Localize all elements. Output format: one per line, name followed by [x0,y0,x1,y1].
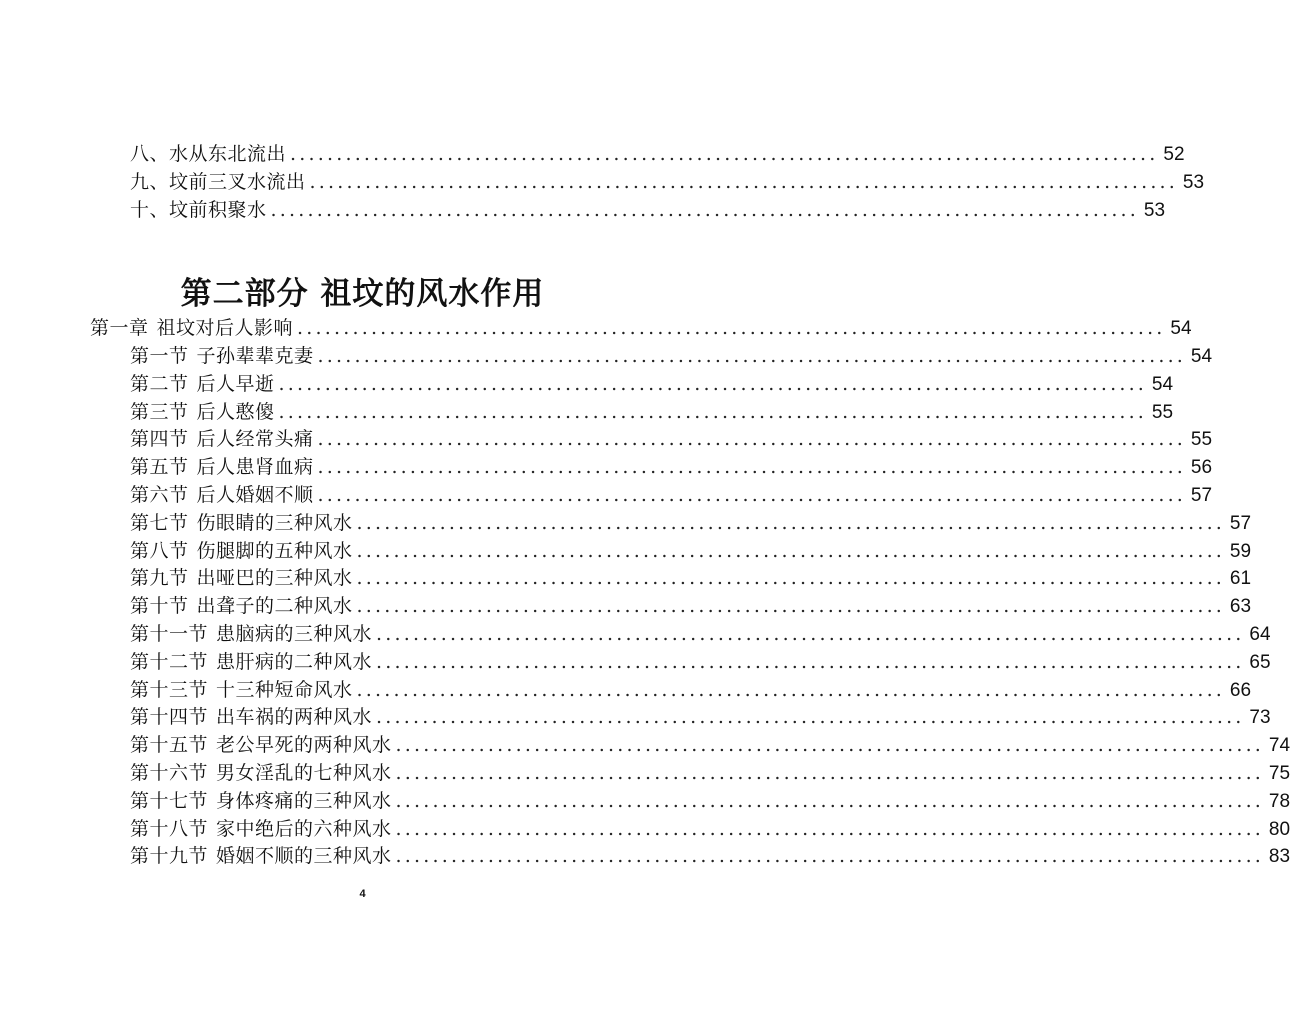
toc-section-title [130,453,314,481]
toc-chapter-entry[interactable] [90,314,1192,342]
toc-entry-page: 78 [1268,790,1290,812]
toc-section-entry[interactable] [130,342,1213,370]
toc-leader-dots: .............................................................................................. [376,706,1245,729]
section-title-text: 出车祸的两种风水 [216,706,373,729]
section-title-text: 后人早逝 [196,372,275,395]
toc-section-title [130,425,314,453]
toc-leader-dots: .............................................................................................. [356,539,1226,562]
toc-leader-dots: .............................................................................................. [317,428,1187,451]
toc-leader-dots: .............................................................................................. [297,317,1166,339]
toc-leader-dots: .............................................................................................. [376,650,1245,673]
toc-section-entry[interactable] [130,564,1252,592]
toc-section-entry[interactable] [130,620,1271,648]
toc-section-title [130,592,353,620]
section-title-text: 后人憨傻 [196,400,275,423]
toc-leader-dots: .............................................................................................. [356,567,1226,590]
section-number: 第十七节 [130,789,209,812]
section-number: 第九节 [130,567,189,590]
toc-entry-page: 75 [1268,763,1290,784]
section-number: 第十三节 [130,678,209,701]
toc-leader-dots: .............................................................................................. [395,845,1265,868]
chapter-number: 第一章 [90,317,149,339]
toc-section-title [130,703,372,731]
toc-leader-dots: .............................................................................................. [376,623,1245,645]
toc-leader-dots: .............................................................................................. [270,199,1140,221]
toc-entry-page: 57 [1190,485,1213,506]
toc-section-entry[interactable] [130,592,1252,620]
toc-leader-dots: .............................................................................................. [356,511,1226,534]
toc-section-entry[interactable] [130,703,1271,731]
toc-entry-title: 十、坟前积聚水 [130,199,267,221]
toc-entry-page: 53 [1143,200,1166,221]
section-title-text: 婚姻不顺的三种风水 [216,845,392,868]
toc-entry-page: 63 [1229,596,1252,618]
section-number: 第十四节 [130,706,209,729]
toc-section-title [130,731,392,759]
toc-section-title [130,537,353,565]
section-title-text: 出聋子的二种风水 [196,595,353,618]
section-number: 第二节 [130,372,189,395]
toc-entry-page: 74 [1268,735,1290,757]
toc-leader-dots: .............................................................................................. [395,789,1265,812]
toc-entry-page: 54 [1170,318,1192,339]
toc-entry[interactable] [130,168,1205,196]
section-title-text: 后人婚姻不顺 [196,484,314,506]
toc-leader-dots: .............................................................................................. [395,817,1265,840]
toc-entry-page: 54 [1151,373,1174,395]
toc-entry-page: 57 [1229,512,1252,534]
section-number: 第十二节 [130,650,209,673]
toc-leader-dots: .............................................................................................. [395,762,1265,784]
section-title-text: 出哑巴的三种风水 [196,567,353,590]
chapter-title-text: 祖坟对后人影响 [156,317,294,339]
toc-leader-dots: .............................................................................................. [317,484,1187,506]
section-number: 第三节 [130,400,189,423]
toc-entry-page: 80 [1268,818,1290,840]
section-number: 第七节 [130,511,189,534]
toc-section-entry[interactable] [130,759,1290,787]
section-number: 第八节 [130,539,189,562]
toc-entry-page: 65 [1249,651,1271,673]
toc-entry-page: 73 [1249,707,1271,729]
part-heading: 第二部分 祖坟的风水作用 [180,276,545,312]
section-title-text: 后人患肾血病 [196,456,314,479]
section-number: 第六节 [130,484,189,506]
section-title-text: 子孙辈辈克妻 [196,345,314,367]
section-title-text: 伤腿脚的五种风水 [196,539,353,562]
toc-section-entry[interactable] [130,481,1213,509]
toc-entry-page: 83 [1268,846,1290,868]
toc-entry-page: 56 [1190,457,1213,479]
section-title-text: 患肝病的二种风水 [216,650,373,673]
toc-section-title [130,815,392,843]
section-number: 第四节 [130,428,189,451]
toc-section-title [130,620,372,648]
toc-entry-title: 八、水从东北流出 [130,143,287,165]
toc-leader-dots: .............................................................................................. [278,372,1148,395]
section-number: 第十六节 [130,762,209,784]
toc-entry-page: 53 [1182,172,1205,193]
toc-section-entry[interactable] [130,425,1213,453]
section-number: 第一节 [130,345,189,367]
toc-section-entry[interactable] [130,731,1290,759]
toc-section-entry[interactable] [130,453,1213,481]
toc-section-title [130,564,353,592]
toc-section-entry[interactable] [130,370,1174,398]
section-title-text: 身体疼痛的三种风水 [216,789,392,812]
toc-section-title [130,759,392,787]
toc-entry[interactable] [130,196,1166,224]
toc-section-title [130,676,353,704]
toc-entry-page: 55 [1190,429,1213,451]
toc-section-entry[interactable] [130,648,1271,676]
toc-section-title [130,787,392,815]
toc-leader-dots: .............................................................................................. [356,595,1226,618]
toc-entry-page: 55 [1151,401,1174,423]
toc-leader-dots: .............................................................................................. [356,678,1226,701]
section-title-text: 老公早死的两种风水 [216,734,392,757]
toc-leader-dots: .............................................................................................. [317,345,1187,367]
section-number: 第十八节 [130,817,209,840]
toc-leader-dots: .............................................................................................. [290,143,1159,165]
toc-entry-title: 九、坟前三叉水流出 [130,171,306,193]
toc-section-entry[interactable] [130,509,1252,537]
toc-leader-dots: .............................................................................................. [317,456,1187,479]
section-number: 第十五节 [130,734,209,757]
toc-entry-page: 59 [1229,540,1252,562]
section-title-text: 男女淫乱的七种风水 [216,762,392,784]
toc-leader-dots: .............................................................................................. [395,734,1265,757]
section-title-text: 后人经常头痛 [196,428,314,451]
toc-section-title [130,370,275,398]
page-number: 4 [359,888,366,900]
toc-entry-page: 54 [1190,346,1213,367]
toc-section-title [130,342,314,370]
toc-section-entry[interactable] [130,537,1252,565]
toc-section-entry[interactable] [130,842,1290,870]
toc-entry-page: 61 [1229,568,1252,590]
toc-section-title [130,648,372,676]
toc-leader-dots: .............................................................................................. [278,400,1148,423]
toc-section-entry[interactable] [130,787,1290,815]
toc-section-entry[interactable] [130,398,1174,426]
section-number: 第十一节 [130,623,209,645]
section-title-text: 伤眼睛的三种风水 [196,511,353,534]
section-number: 第五节 [130,456,189,479]
section-number: 第十九节 [130,845,209,868]
section-title-text: 十三种短命风水 [216,678,353,701]
section-title-text: 患脑病的三种风水 [216,623,373,645]
toc-chapter-title [90,314,293,342]
toc-entry-page: 52 [1163,144,1185,165]
toc-leader-dots: .............................................................................................. [309,171,1179,193]
toc-entry-page: 64 [1249,624,1271,645]
toc-section-title [130,398,275,426]
toc-section-title [130,509,353,537]
toc-section-entry[interactable] [130,815,1290,843]
section-number: 第十节 [130,595,189,618]
toc-entry-page: 66 [1229,679,1252,701]
toc-section-title [130,481,314,509]
section-title-text: 家中绝后的六种风水 [216,817,392,840]
toc-section-title [130,842,392,870]
toc-section-entry[interactable] [130,676,1252,704]
toc-entry[interactable] [130,140,1185,168]
